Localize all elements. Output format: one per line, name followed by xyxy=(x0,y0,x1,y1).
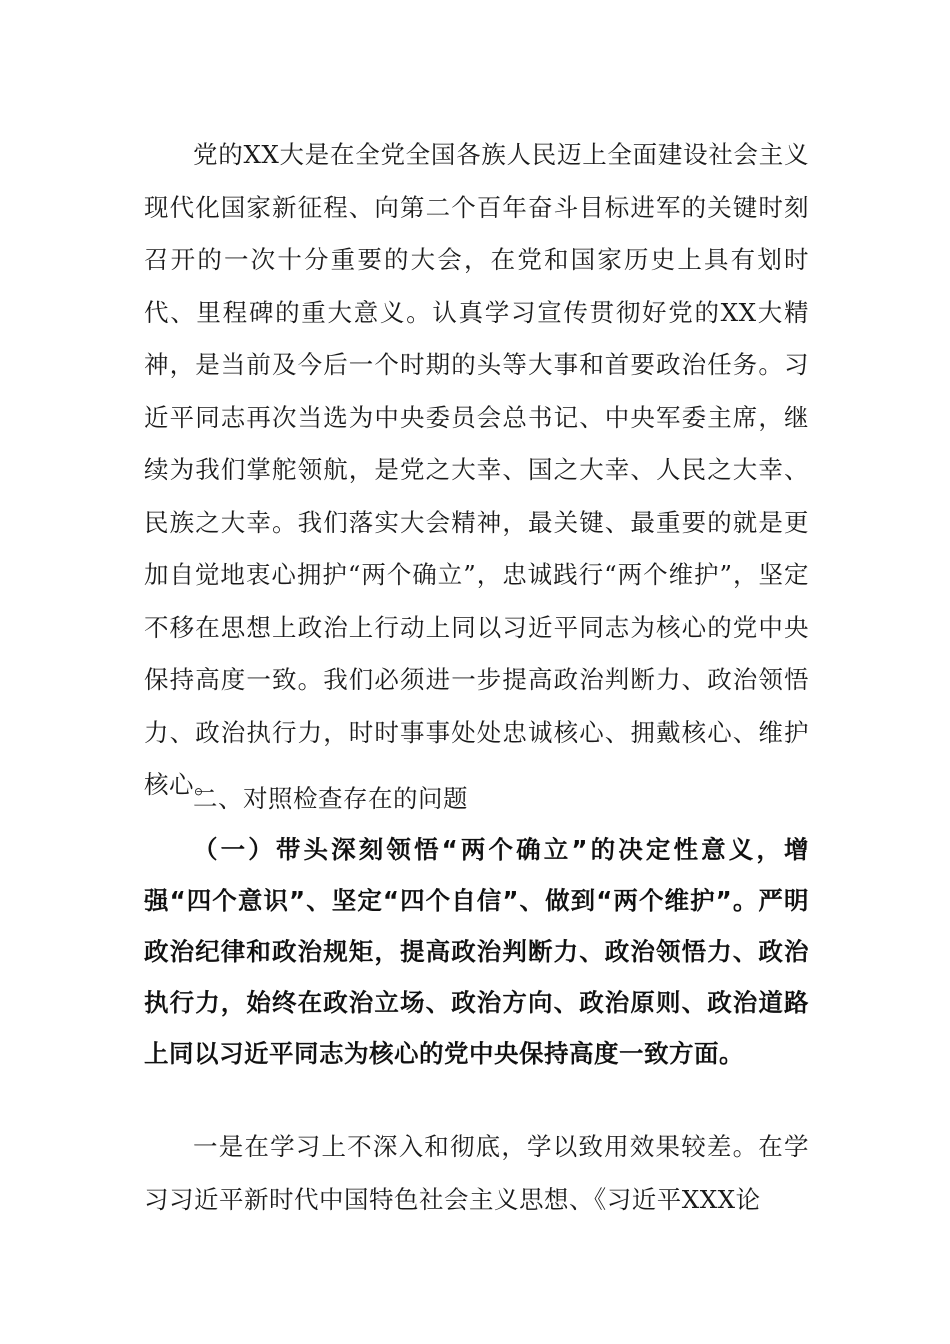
body-paragraph-1: 党的XX大是在全党全国各族人民迈上全面建设社会主义现代化国家新征程、向第二个百年奋斗目标进军的关键时刻召开的一次十分重要的大会，在党和国家历史上具有划时代、里程碑的重大意义。认真学习宣传贯彻好党的XX大精神，是当前及今后一个时期的头等大事和首要政治任务。习近平同志再次当选为中央委员会总书记、中央军委主席，继续为我们掌舵领航，是党之大幸、国之大幸、人民之大幸、民族之大幸。我们落实大会精神，最关键、最重要的就是更加自觉地衷心拥护“两个确立”，忠诚践行“两个维护”，坚定不移在思想上政治上行动上同以习近平同志为核心的党中央保持高度一致。我们必须进一步提高政治判断力、政治领悟力、政治执行力，时时事事处处忠诚核心、拥戴核心、维护核心。 xyxy=(144,140,809,799)
section-heading: 二、对照检查存在的问题 xyxy=(193,784,468,813)
body-paragraph-3: 一是在学习上不深入和彻底，学以致用效果较差。在学习习近平新时代中国特色社会主义思想、《习近平XXX论 xyxy=(144,1132,809,1214)
subsection-heading: （一）带头深刻领悟“两个确立”的决定性意义，增强“四个意识”、坚定“四个自信”、做到“两个维护”。严明政治纪律和政治规矩，提高政治判断力、政治领悟力、政治执行力，始终在政治立场、政治方向、政治原则、政治道路上同以习近平同志为核心的党中央保持高度一致方面。 xyxy=(144,835,809,1068)
